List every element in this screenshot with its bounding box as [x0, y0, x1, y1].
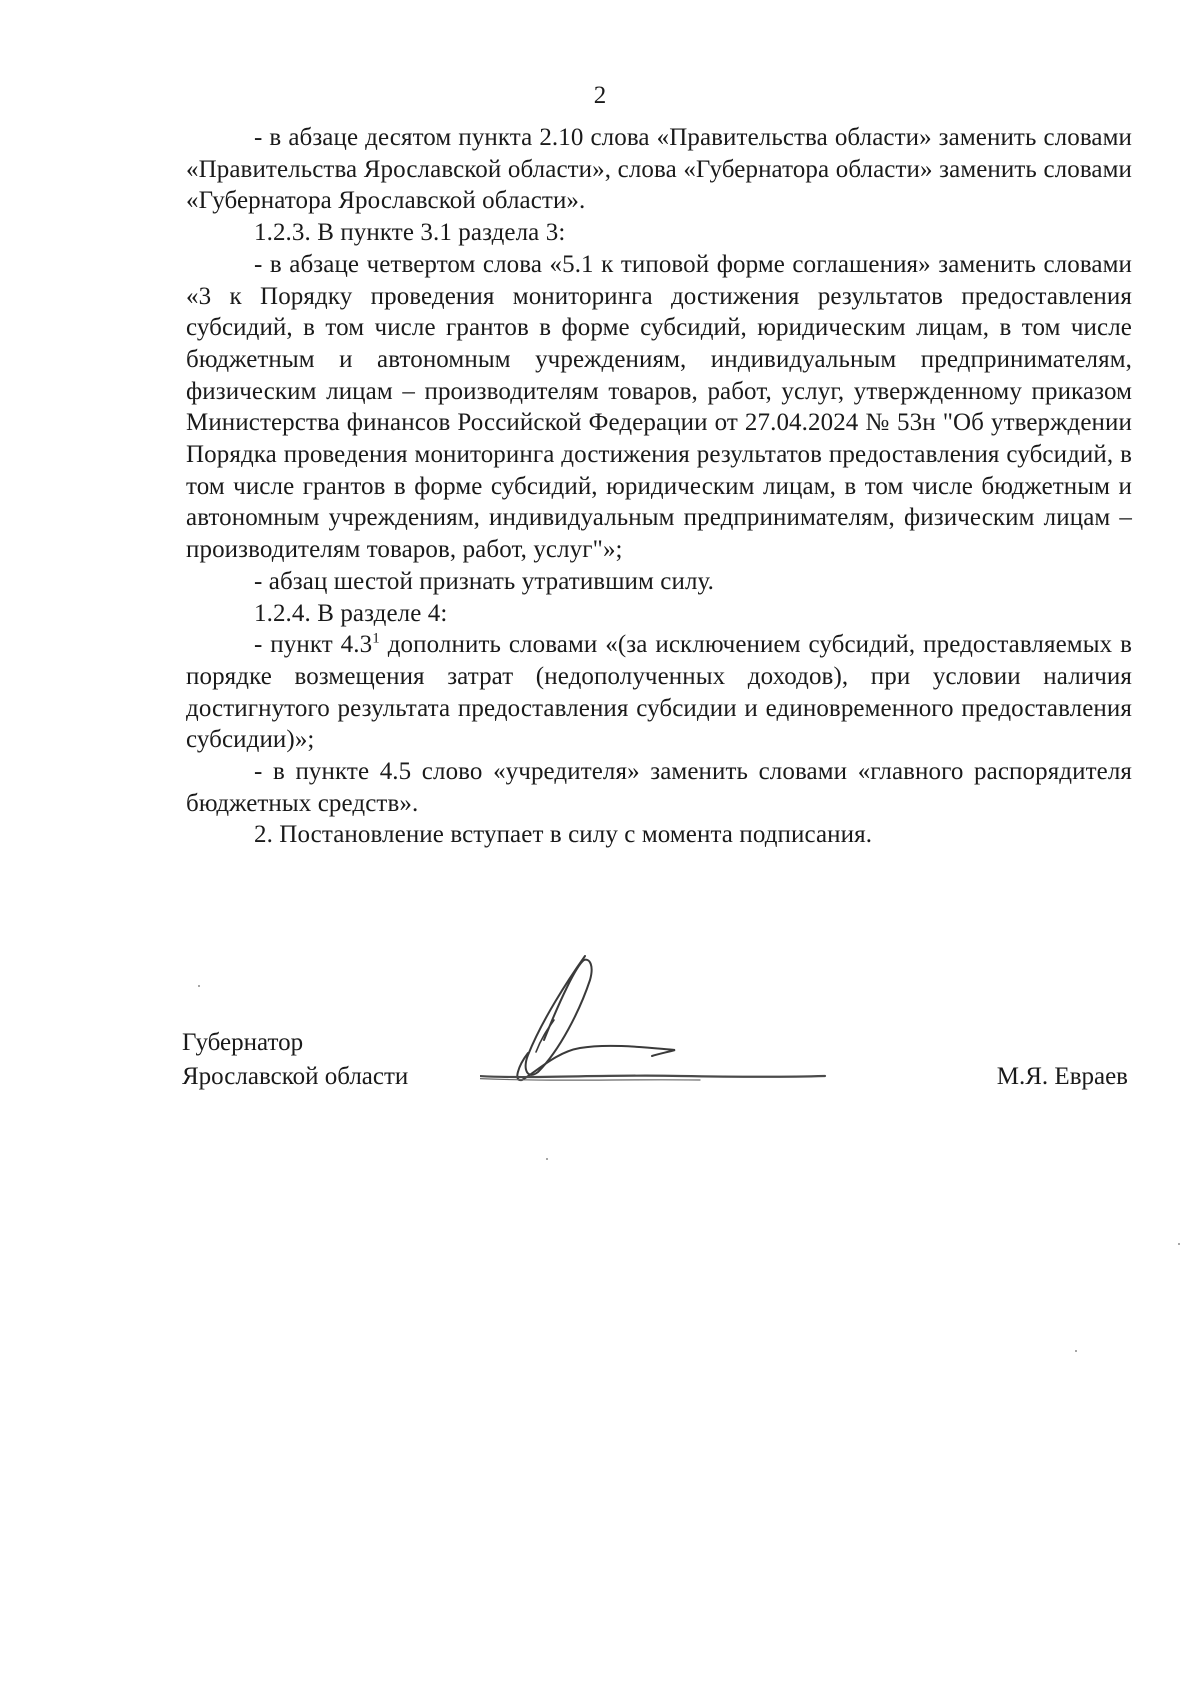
- paragraph-amendment-4-5: - в пункте 4.5 слово «учредителя» заменить словами «главного распорядителя бюджетных средств».: [186, 758, 1132, 817]
- paragraph-amendment-3-1: - в абзаце четвертом слова «5.1 к типовой форме соглашения» заменить словами «3 к Порядку проведения мониторинга достижения результатов предоставления субсидий, в том числе грантов в форме субсидий, юридическим лицам, в том числе бюджетным и автономным учреждениям, индивидуальным предпринимателям, физическим лицам – производителям товаров, работ, услуг, утвержденному приказом Министерства финансов Российской Федерации от 27.04.2024 № 53н "Об утверждении Порядка проведения мониторинга достижения результатов предоставления субсидий, в том числе грантов в форме субсидий, юридическим лицам, в том числе бюджетным и автономным учреждениям, индивидуальным предпринимателям, физическим лицам – производителям товаров, работ, услуг"»;: [186, 250, 1132, 564]
- paragraph-heading-1-2-3: 1.2.3. В пункте 3.1 раздела 3:: [254, 219, 566, 247]
- scan-speck: [198, 985, 200, 987]
- signatory-name: М.Я. Евраев: [996, 1063, 1128, 1090]
- signatory-title-line2: Ярославской области: [182, 1063, 409, 1090]
- signatory-title: [182, 1026, 408, 1094]
- handwritten-signature: [480, 940, 840, 1100]
- paragraph-amendment-2-10: - в абзаце десятом пункта 2.10 слова «Правительства области» заменить словами «Правительства Ярославской области», слова «Губернатора области» заменить словами «Губернатора Ярославской области».: [186, 124, 1132, 215]
- scan-speck: [546, 1158, 548, 1160]
- paragraph-heading-1-2-4: 1.2.4. В разделе 4:: [254, 599, 448, 627]
- paragraph-entry-into-force: 2. Постановление вступает в силу с момента подписания.: [254, 821, 873, 849]
- scan-speck: [1178, 1243, 1180, 1245]
- scan-speck: [1075, 1350, 1077, 1352]
- para-4-3-rest: дополнить словами «(за исключением субсидий, предоставляемых в порядке возмещения затрат (недополученных доходов), при условии наличия достигнутого результата предоставления субсидии и единовременного предоставления субсидии)»;: [186, 631, 1132, 754]
- signatory-title-line1: Губернатор: [182, 1029, 304, 1056]
- para-4-3-start: - пункт 4.3: [254, 631, 373, 659]
- page-number: 2: [593, 82, 607, 109]
- superscript-index: 1: [372, 630, 380, 647]
- paragraph-abolish-sixth: - абзац шестой признать утратившим силу.: [254, 567, 715, 595]
